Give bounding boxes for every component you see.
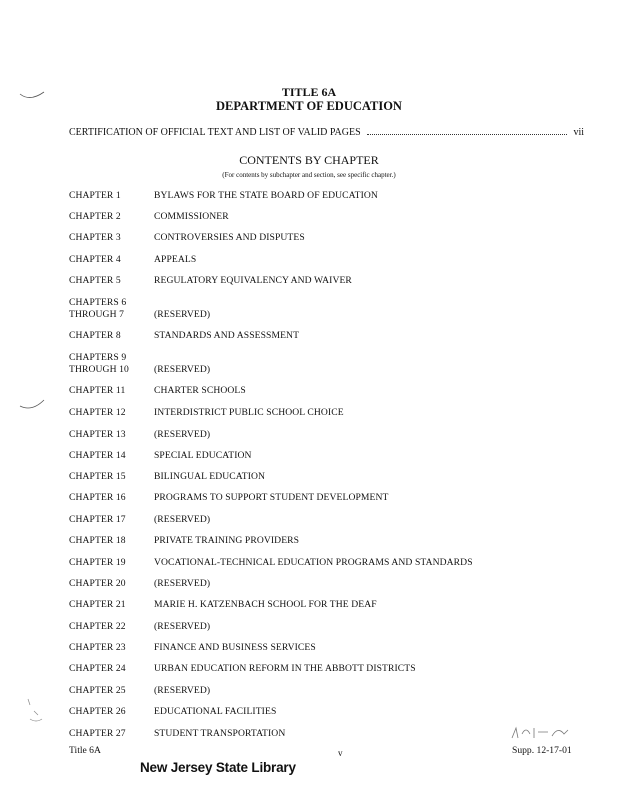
chapter-title: (RESERVED) — [154, 514, 211, 525]
chapter-range-end: THROUGH 7 — [69, 309, 124, 320]
chapter-number: CHAPTER 12 — [69, 407, 126, 418]
chapter-title: INTERDISTRICT PUBLIC SCHOOL CHOICE — [154, 407, 344, 418]
chapter-title: PRIVATE TRAINING PROVIDERS — [154, 535, 300, 546]
chapter-number: CHAPTER 3 — [69, 232, 121, 243]
handwritten-initials-icon — [508, 722, 576, 744]
chapter-title: APPEALS — [154, 254, 197, 265]
chapter-number: CHAPTER 11 — [69, 385, 126, 396]
chapter-title: (RESERVED) — [154, 364, 211, 375]
chapter-title: (RESERVED) — [154, 621, 211, 632]
footer-title: Title 6A — [69, 745, 101, 756]
chapter-number: CHAPTER 25 — [69, 685, 126, 696]
contents-heading: CONTENTS BY CHAPTER — [239, 153, 379, 167]
chapter-title: REGULATORY EQUIVALENCY AND WAIVER — [154, 275, 352, 286]
chapter-title: STUDENT TRANSPORTATION — [154, 728, 286, 739]
department-heading: DEPARTMENT OF EDUCATION — [216, 99, 402, 113]
chapter-number: CHAPTER 20 — [69, 578, 126, 589]
chapter-number: CHAPTER 22 — [69, 621, 126, 632]
chapter-number: CHAPTER 1 — [69, 190, 121, 201]
chapter-title: BILINGUAL EDUCATION — [154, 471, 266, 482]
contents-note: (For contents by subchapter and section, see specific chapter.) — [222, 171, 396, 179]
title-heading: TITLE 6A — [281, 85, 337, 99]
certification-page: vii — [573, 127, 584, 138]
chapter-number: CHAPTER 23 — [69, 642, 126, 653]
chapter-number: CHAPTER 21 — [69, 599, 126, 610]
chapter-title: CONTROVERSIES AND DISPUTES — [154, 232, 305, 243]
chapter-number: CHAPTER 4 — [69, 254, 121, 265]
chapter-number: CHAPTER 2 — [69, 211, 121, 222]
chapter-title: SPECIAL EDUCATION — [154, 450, 252, 461]
certification-label: CERTIFICATION OF OFFICIAL TEXT AND LIST OF VALID PAGES — [69, 127, 361, 138]
certification-line[interactable] — [69, 127, 584, 138]
chapter-title: (RESERVED) — [154, 578, 211, 589]
dot-leader — [367, 133, 568, 135]
chapter-number: CHAPTER 27 — [69, 728, 126, 739]
chapter-title: MARIE H. KATZENBACH SCHOOL FOR THE DEAF — [154, 599, 377, 610]
chapter-title: URBAN EDUCATION REFORM IN THE ABBOTT DISTRICTS — [154, 663, 416, 674]
chapter-number: CHAPTER 24 — [69, 663, 126, 674]
chapter-title: BYLAWS FOR THE STATE BOARD OF EDUCATION — [154, 190, 378, 201]
chapter-title: (RESERVED) — [154, 309, 211, 320]
footer-page-number: v — [338, 748, 343, 758]
chapter-title: (RESERVED) — [154, 429, 211, 440]
chapter-number: CHAPTER 16 — [69, 492, 126, 503]
chapter-number: CHAPTERS 9 — [69, 352, 127, 363]
chapter-title: PROGRAMS TO SUPPORT STUDENT DEVELOPMENT — [154, 492, 389, 503]
scan-mark-icon — [24, 695, 48, 725]
chapter-number: CHAPTER 19 — [69, 557, 126, 568]
chapter-number: CHAPTER 14 — [69, 450, 126, 461]
chapter-number: CHAPTER 26 — [69, 706, 126, 717]
chapter-number: CHAPTER 15 — [69, 471, 126, 482]
chapter-title: CHARTER SCHOOLS — [154, 385, 246, 396]
chapter-number: CHAPTER 17 — [69, 514, 126, 525]
chapter-title: EDUCATIONAL FACILITIES — [154, 706, 277, 717]
chapter-title: COMMISSIONER — [154, 211, 229, 222]
chapter-number: CHAPTER 8 — [69, 330, 121, 341]
chapter-title: (RESERVED) — [154, 685, 211, 696]
footer-supplement: Supp. 12-17-01 — [512, 745, 572, 756]
chapter-number: CHAPTER 5 — [69, 275, 121, 286]
chapter-title: FINANCE AND BUSINESS SERVICES — [154, 642, 316, 653]
chapter-number: CHAPTER 18 — [69, 535, 126, 546]
chapter-title: VOCATIONAL-TECHNICAL EDUCATION PROGRAMS AND STANDARDS — [154, 557, 473, 568]
chapter-title: STANDARDS AND ASSESSMENT — [154, 330, 300, 341]
scan-mark-icon — [18, 398, 48, 414]
chapter-number: CHAPTERS 6 — [69, 297, 127, 308]
chapter-range-end: THROUGH 10 — [69, 364, 129, 375]
library-stamp: New Jersey State Library — [140, 760, 296, 775]
chapter-number: CHAPTER 13 — [69, 429, 126, 440]
